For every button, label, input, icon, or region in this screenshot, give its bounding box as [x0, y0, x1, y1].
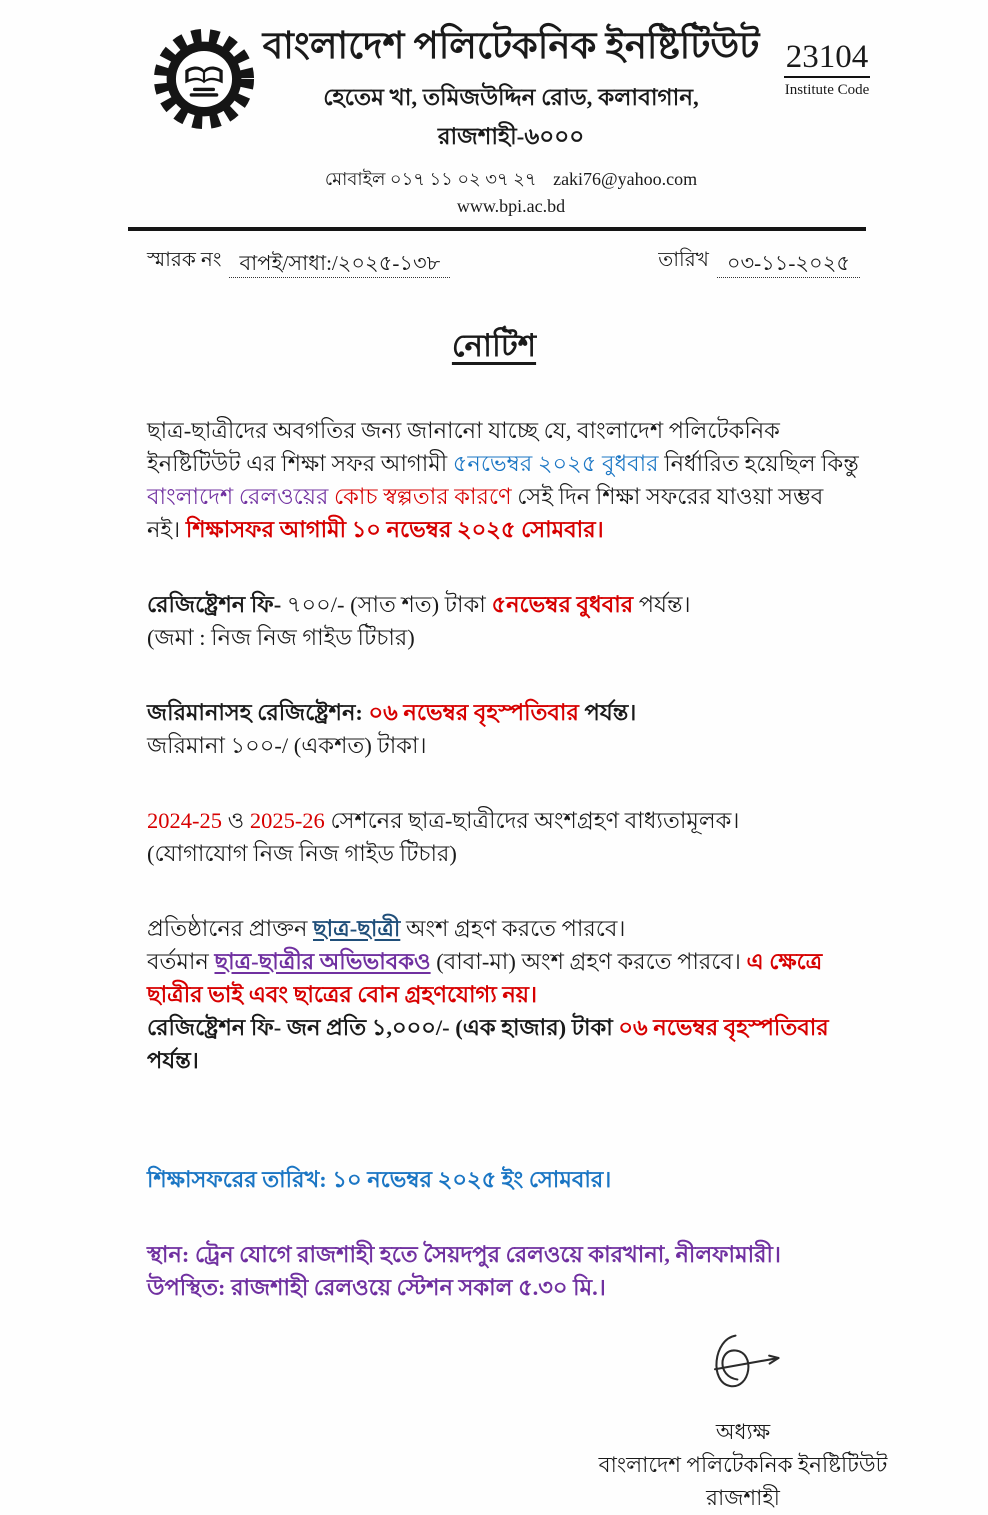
notice-title: নোটিশ	[451, 327, 537, 363]
text-segment: ৫নভেম্বর বুধবার	[491, 591, 634, 617]
date-label: তারিখ	[658, 248, 709, 271]
signature-block	[578, 1330, 908, 1515]
text-segment: বাংলাদেশ রেলওয়ের	[147, 483, 329, 509]
text-line	[147, 804, 860, 837]
email-address: zaki76@yahoo.com	[553, 168, 698, 189]
text-segment: উপস্থিত: রাজশাহী রেলওয়ে স্টেশন সকাল ৫.৩০ মি.।	[147, 1274, 606, 1300]
date-value: ০৩-১১-২০২৫	[717, 252, 860, 277]
reference-line	[147, 245, 860, 278]
text-line	[147, 414, 860, 546]
text-segment: এ ক্ষেত্রে ছাত্রীর ভাই এবং ছাত্রের বোন গ্রহণযোগ্য নয়।	[147, 948, 823, 1007]
text-segment: (যোগাযোগ নিজ নিজ গাইড টিচার)	[147, 840, 457, 866]
text-line	[147, 1163, 860, 1196]
signatory-organization: বাংলাদেশ পলিটেকনিক ইনষ্টিটিউট	[598, 1452, 888, 1477]
institute-code-label: Institute Code	[784, 81, 870, 98]
text-line	[147, 588, 860, 621]
text-line	[147, 696, 860, 729]
signature-mark-icon	[578, 1330, 908, 1414]
text-segment: ৫নভেম্বর ২০২৫ বুধবার	[452, 450, 659, 476]
text-segment: ৭০০/- (সাত শত) টাকা	[286, 591, 492, 617]
text-segment: স্থান: ট্রেন যোগে রাজশাহী হতে সৈয়দপুর রেলওয়ে কারখানা, নীলফামারী।	[147, 1241, 781, 1267]
text-segment: রেজিষ্ট্রেশন ফি-	[147, 591, 287, 617]
text-segment: ছাত্র-ছাত্রী	[313, 915, 401, 941]
website-url: www.bpi.ac.bd	[456, 195, 566, 216]
text-segment: পর্যন্ত।	[633, 591, 691, 617]
text-segment: শিক্ষাসফরের তারিখ: ১০ নভেম্বর ২০২৫ ইং সোমবার।	[147, 1166, 612, 1192]
text-segment: ০৬ নভেম্বর বৃহস্পতিবার	[368, 699, 579, 725]
text-segment: কোচ স্বল্পতার কারণে	[333, 483, 512, 509]
text-segment: বর্তমান	[147, 948, 215, 974]
date-field	[658, 245, 860, 278]
para-venue	[147, 1238, 860, 1304]
memo-value: বাপই/সাধা:/২০২৫-১৩৮	[229, 252, 450, 277]
memo-label: স্মারক নং	[147, 248, 222, 271]
text-segment: সেশনের ছাত্র-ছাত্রীদের অংশগ্রহণ বাধ্যতামূলক।	[324, 807, 740, 833]
para-participation	[147, 912, 860, 1077]
text-segment: ছাত্র-ছাত্রীদের অবগতির জন্য জানানো যাচ্ছে যে, বাংলাদেশ পলিটেকনিক ইনষ্টিটিউট এর শিক্ষা সফর আগামী	[147, 417, 780, 476]
text-line	[147, 1011, 860, 1077]
text-segment: নির্ধারিত হয়েছিল কিন্তু	[658, 450, 859, 476]
text-segment: পর্যন্ত।	[147, 1047, 199, 1073]
institute-code-block	[762, 24, 892, 99]
text-segment: শিক্ষাসফর আগামী ১০ নভেম্বর ২০২৫ সোমবার।	[185, 516, 604, 542]
text-segment: প্রতিষ্ঠানের প্রাক্তন	[147, 915, 313, 941]
text-segment: জরিমানাসহ রেজিষ্ট্রেশন:	[147, 699, 369, 725]
text-line	[147, 1271, 860, 1304]
text-line	[147, 1238, 860, 1271]
text-line	[147, 912, 860, 945]
signatory-city: রাজশাহী	[706, 1485, 780, 1510]
text-segment: 2024-25	[147, 807, 222, 833]
text-segment: 2025-26	[249, 807, 325, 833]
text-line	[147, 837, 860, 870]
text-segment: অংশ গ্রহণ করতে পারবে।	[400, 915, 626, 941]
text-segment: জরিমানা ১০০-/ (একশত) টাকা।	[147, 732, 427, 758]
para-sessions	[147, 804, 860, 870]
institute-code: 23104	[784, 40, 871, 78]
text-line	[147, 729, 860, 762]
mobile-number: মোবাইল ০১৭ ১১ ০২ ৩৭ ২৭	[324, 168, 537, 189]
letterhead-center	[260, 24, 762, 217]
memo-number	[147, 245, 450, 278]
text-line	[147, 945, 860, 1011]
institute-name: বাংলাদেশ পলিটেকনিক ইনষ্টিটিউট	[262, 26, 760, 67]
text-segment: রেজিষ্ট্রেশন ফি- জন প্রতি ১,০০০/- (এক হাজার) টাকা	[147, 1014, 619, 1040]
para-trip-date	[147, 1163, 860, 1196]
text-segment: পর্যন্ত।	[578, 699, 637, 725]
notice-body	[147, 414, 860, 1304]
text-line	[147, 621, 860, 654]
institute-logo-icon	[148, 24, 260, 134]
text-segment: (বাবা-মা) অংশ গ্রহণ করতে পারবে।	[430, 948, 747, 974]
text-segment: সেই দিন শিক্ষা সফরের যাওয়া সম্ভব নই।	[147, 483, 824, 542]
institute-contact	[260, 165, 762, 217]
letterhead	[0, 24, 988, 217]
para-intro	[147, 414, 860, 546]
text-segment: ছাত্র-ছাত্রীর অভিভাবকও	[214, 948, 431, 974]
text-segment: ০৬ নভেম্বর বৃহস্পতিবার	[618, 1014, 829, 1040]
institute-address: হেতেম খা, তমিজউদ্দিন রোড, কলাবাগান, রাজশাহী-৬০০০	[323, 84, 699, 149]
header-divider	[128, 227, 866, 231]
text-segment: (জমা : নিজ নিজ গাইড টিচার)	[147, 624, 415, 650]
text-segment: ও	[222, 807, 250, 833]
signatory-designation: অধ্যক্ষ	[715, 1419, 771, 1444]
para-registration-fee	[147, 588, 860, 654]
para-late-registration	[147, 696, 860, 762]
